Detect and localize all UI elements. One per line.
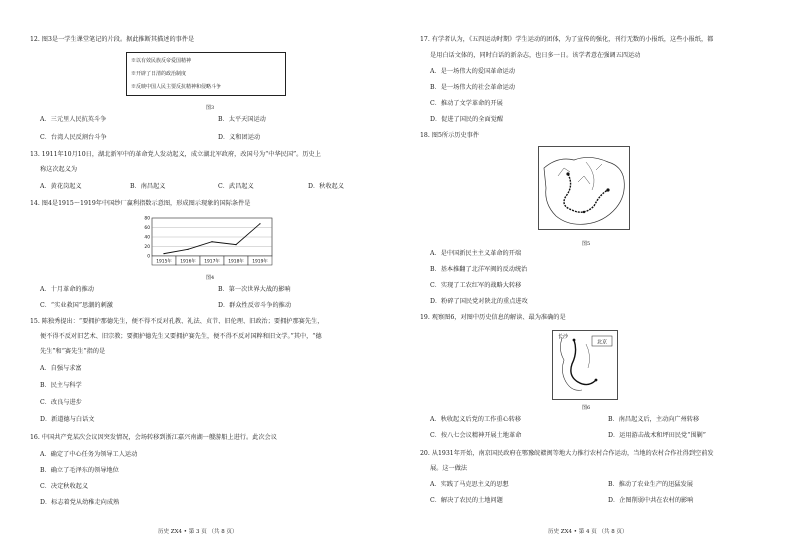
q15-option-b: B．民主与科学 <box>40 382 82 389</box>
q18-caption: 图5 <box>582 241 591 247</box>
q12-option-a: A．三元里人民抗英斗争 <box>40 116 107 123</box>
q14-option-c: C．“实业救国”思潮的刺激 <box>40 302 113 309</box>
x-tick-label: 1918年 <box>228 259 244 265</box>
q18-stem: 18. 图5所示历史事件 <box>420 132 480 139</box>
q18-option-d: D．粉碎了国民党对陕北的重点进攻 <box>430 298 528 305</box>
q16-option-c: C．决定秋收起义 <box>40 483 89 490</box>
q20-option-a: A．实践了马克思主义的思想 <box>430 481 509 488</box>
q17-line-2: 是用白话文体的，同时白话的新杂志，也日多一日。该学者意在强调五四运动 <box>430 52 641 59</box>
q16-option-d: D．标志着党从幼稚走向成熟 <box>40 499 120 506</box>
q16-stem: 16. 中国共产党某次会议因突发情况，会场转移到浙江嘉兴南湖一艘游船上进行。此次会议 <box>30 434 277 441</box>
q13-option-c: C．武昌起义 <box>218 183 254 190</box>
q15-option-a: A．自强与求富 <box>40 365 82 372</box>
q13-line-2: 称这次起义为 <box>40 166 78 173</box>
y-tick-label: 60 <box>144 226 150 232</box>
q12-note-box <box>126 52 286 96</box>
q17-option-c: C．推动了文学革命的开展 <box>430 100 503 107</box>
q19-option-a: A．秋收起义后党的工作重心转移 <box>430 416 522 423</box>
left-page-footer: 历史 ZX4 • 第 3 页 （共 8 页） <box>158 529 238 535</box>
y-tick-label: 80 <box>144 216 150 222</box>
q12-option-c: C．台湾人民反割台斗争 <box>40 134 107 141</box>
q14-option-d: D．群众性反帝斗争的推动 <box>218 302 292 309</box>
q15-option-d: D．新道德与白话文 <box>40 416 95 423</box>
q20-line-2: 展。这一做法 <box>430 465 468 472</box>
q19-map-label: 北京 <box>596 339 608 346</box>
q12-stem: 12. 图3是一学生课堂笔记的片段。据此推断其描述的事件是 <box>30 36 195 43</box>
q12-note-line: ※开辟了日清的政治制度 <box>131 71 187 77</box>
q12-caption: 图3 <box>206 105 215 111</box>
data-point <box>211 241 212 242</box>
q16-option-a: A．确定了中心任务为领导工人运动 <box>40 451 138 458</box>
q18-map <box>538 146 630 230</box>
data-point <box>163 253 164 254</box>
x-tick-label: 1919年 <box>252 259 268 265</box>
q13-option-a: A．黄花岗起义 <box>40 183 82 190</box>
q19-stem: 19. 观察图6，对图中历史信息的解读、最为准确的是 <box>420 314 566 321</box>
q15-line-3: 先生”和“赛先生”指的是 <box>40 348 106 355</box>
q17-line-1: 17. 有学者认为，《五四运动时期》学生运动的团体，为了宣传的强化，刊行无数的小报纸，这些小报纸，都 <box>420 36 714 43</box>
q20-line-1: 20. 从1931年开始，南京国民政府在鄂豫皖赣闽等地大力推行农村合作运动，当地的农村合作社得到空前发 <box>420 450 714 457</box>
q18-option-b: B．基本推翻了北洋军阀的反动统治 <box>430 266 528 273</box>
q14-stem: 14. 图4是1915～1919年中国纱厂赢利指数示意图，形成图示现象的国际条件是 <box>30 200 251 207</box>
q17-option-b: B．是一场伟大的社会革命运动 <box>430 84 515 91</box>
q19-map <box>552 330 618 400</box>
q17-option-a: A．是一场伟大的爱国革命运动 <box>430 68 515 75</box>
q12-option-b: B．太平天国运动 <box>218 116 266 123</box>
data-point <box>259 223 260 224</box>
y-tick-label: 40 <box>144 235 150 241</box>
q20-option-d: D．企图削弱中共在农村的影响 <box>608 497 694 504</box>
q12-option-d: D．义和团运动 <box>218 134 261 141</box>
x-tick-label: 1917年 <box>204 259 220 265</box>
q18-option-c: C．实现了工农红军的战略大转移 <box>430 282 522 289</box>
q19-map-label: 长沙 <box>558 334 569 340</box>
y-tick-label: 0 <box>147 254 150 260</box>
q13-line-1: 13. 1911年10月10日，湖北新军中的革命党人发动起义，成立湖北军政府，改国号为“中华民国”。历史上 <box>30 151 321 158</box>
y-tick-label: 20 <box>144 245 150 251</box>
q12-note-line: ※反映中国人民主要反抗精神和侵略斗争 <box>131 84 222 90</box>
right-page-footer: 历史 ZX4 • 第 4 页 （共 8 页） <box>548 529 628 535</box>
x-tick-label: 1915年 <box>156 259 172 265</box>
q16-option-b: B．确立了毛泽东的领导地位 <box>40 467 119 474</box>
q14-caption: 图4 <box>206 275 215 281</box>
q18-option-a: A．是中国新民主主义革命的开端 <box>430 250 522 257</box>
q14-line-chart <box>128 212 278 272</box>
data-point <box>187 249 188 250</box>
q20-option-c: C．解决了农民的土地问题 <box>430 497 503 504</box>
q15-line-1: 15. 陈独秀提出：“要拥护那德先生，便不得不反对孔教、礼法、贞节、旧伦理、旧政治；要拥护那赛先生， <box>30 318 324 325</box>
q19-option-d: D．运用游击战术和坪田民党“围剿” <box>608 432 706 439</box>
data-point <box>235 244 236 245</box>
x-tick-label: 1916年 <box>180 259 196 265</box>
q15-line-2: 便不得不反对旧艺术、旧宗教；要拥护德先生又要拥护赛先生，便不得不反对国粹和旧文学。”其中，“德 <box>40 333 322 340</box>
q17-option-d: D．促进了国民的全面觉醒 <box>430 116 504 123</box>
q13-option-d: D．秋收起义 <box>308 183 344 190</box>
q19-caption: 图6 <box>582 405 591 411</box>
data-line <box>164 224 260 254</box>
q19-option-c: C．按八七会议精神开展土地革命 <box>430 432 522 439</box>
q19-option-b: B．南昌起义后，主动向广州转移 <box>608 416 700 423</box>
q14-option-a: A．十月革命的推动 <box>40 286 94 293</box>
q14-option-b: B．第一次世界大战的影响 <box>218 286 291 293</box>
q13-option-b: B．南昌起义 <box>130 183 166 190</box>
q12-note-line: ※以有效民族反帝爱国精神 <box>131 58 192 64</box>
q20-option-b: B．推动了农业生产的迅猛发展 <box>608 481 693 488</box>
q15-option-c: C．改良与进步 <box>40 399 82 406</box>
